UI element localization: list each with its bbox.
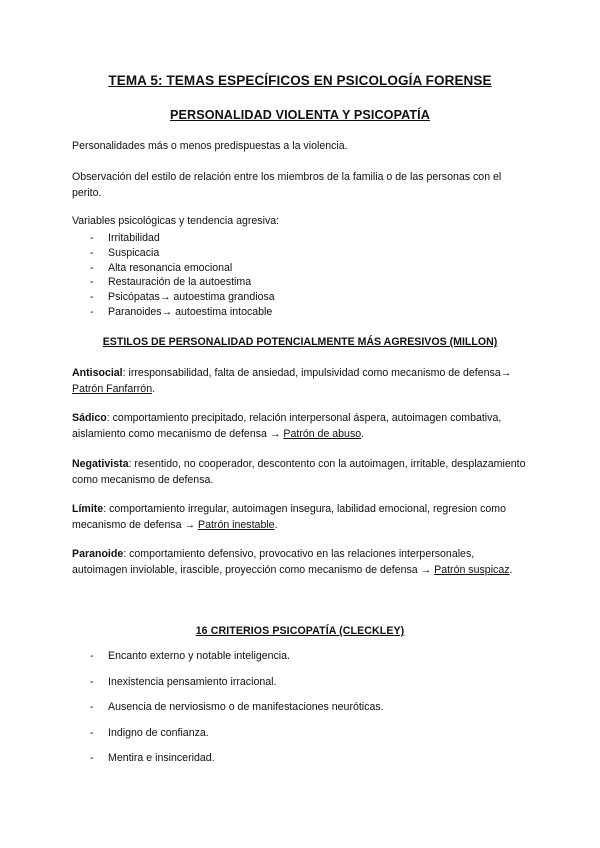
document-title: TEMA 5: TEMAS ESPECÍFICOS EN PSICOLOGÍA FORENSE: [108, 73, 492, 88]
variables-list: [90, 231, 275, 320]
list-item: - Irritabilidad: [90, 231, 275, 246]
section-title-personality: PERSONALIDAD VIOLENTA Y PSICOPATÍA: [170, 108, 430, 122]
style-pattern: Patrón inestable: [198, 518, 275, 531]
style-end: .: [152, 382, 156, 395]
style-antisocial: [72, 366, 528, 398]
style-description: : comportamiento defensivo, provocativo en las relaciones interpersonales, autoimagen inviolable, irascible, proyección como mecanismo de defensa →: [72, 548, 475, 576]
list-item: - Psicópatas→ autoestima grandiosa: [90, 290, 275, 305]
section-title-cleckley: 16 CRITERIOS PSICOPATÍA (CLECKLEY): [195, 625, 405, 637]
style-sadico: [72, 411, 528, 443]
list-item: - Paranoides→ autoestima intocable: [90, 305, 275, 320]
style-pattern: Patrón de abuso: [283, 427, 362, 440]
list-item: - Alta resonancia emocional: [90, 261, 275, 276]
style-limite: [72, 502, 528, 534]
style-end: .: [509, 563, 513, 576]
list-item: - Ausencia de nerviosismo o de manifestaciones neuróticas.: [90, 700, 384, 726]
list-item: - Indigno de confianza.: [90, 726, 384, 752]
list-item: - Suspicacia: [90, 246, 275, 261]
list-item: - Inexistencia pensamiento irracional.: [90, 675, 384, 701]
paragraph-predisposition: Personalidades más o menos predispuestas a la violencia.: [72, 140, 348, 152]
style-description: : resentido, no cooperador, descontento con la autoimagen, irritable, desplazamiento como mecanismo de defensa.: [72, 458, 526, 486]
section-title-millon: ESTILOS DE PERSONALIDAD POTENCIALMENTE MÁS AGRESIVOS (MILLON): [102, 336, 498, 348]
style-name: Sádico: [72, 412, 107, 424]
style-negativista: [72, 457, 528, 489]
style-name: Límite: [72, 503, 104, 515]
style-pattern: Patrón Fanfarrón: [72, 382, 153, 395]
style-pattern: Patrón suspicaz: [434, 563, 510, 576]
style-paranoide: [72, 547, 528, 579]
style-name: Negativista: [72, 458, 129, 470]
list-item: - Restauración de la autoestima: [90, 275, 275, 290]
style-description: : comportamiento precipitado, relación interpersonal áspera, autoimagen combativa, aislamiento como mecanismo de defensa →: [72, 412, 502, 440]
style-description: : irresponsabilidad, falta de ansiedad, impulsividad como mecanismo de defensa→: [122, 367, 512, 379]
criteria-list: [90, 649, 384, 777]
style-description: : comportamiento irregular, autoimagen insegura, labilidad emocional, regresion como mecanismo de defensa →: [72, 503, 506, 531]
style-name: Antisocial: [72, 367, 123, 379]
variables-intro: Variables psicológicas y tendencia agresiva:: [72, 215, 280, 227]
style-name: Paranoide: [72, 548, 124, 560]
style-end: .: [274, 518, 278, 531]
list-item: - Encanto externo y notable inteligencia.: [90, 649, 384, 675]
style-end: .: [361, 427, 365, 440]
list-item: - Mentira e insinceridad.: [90, 751, 384, 777]
paragraph-observation: Observación del estilo de relación entre los miembros de la familia o de las personas con el perito.: [72, 171, 502, 199]
